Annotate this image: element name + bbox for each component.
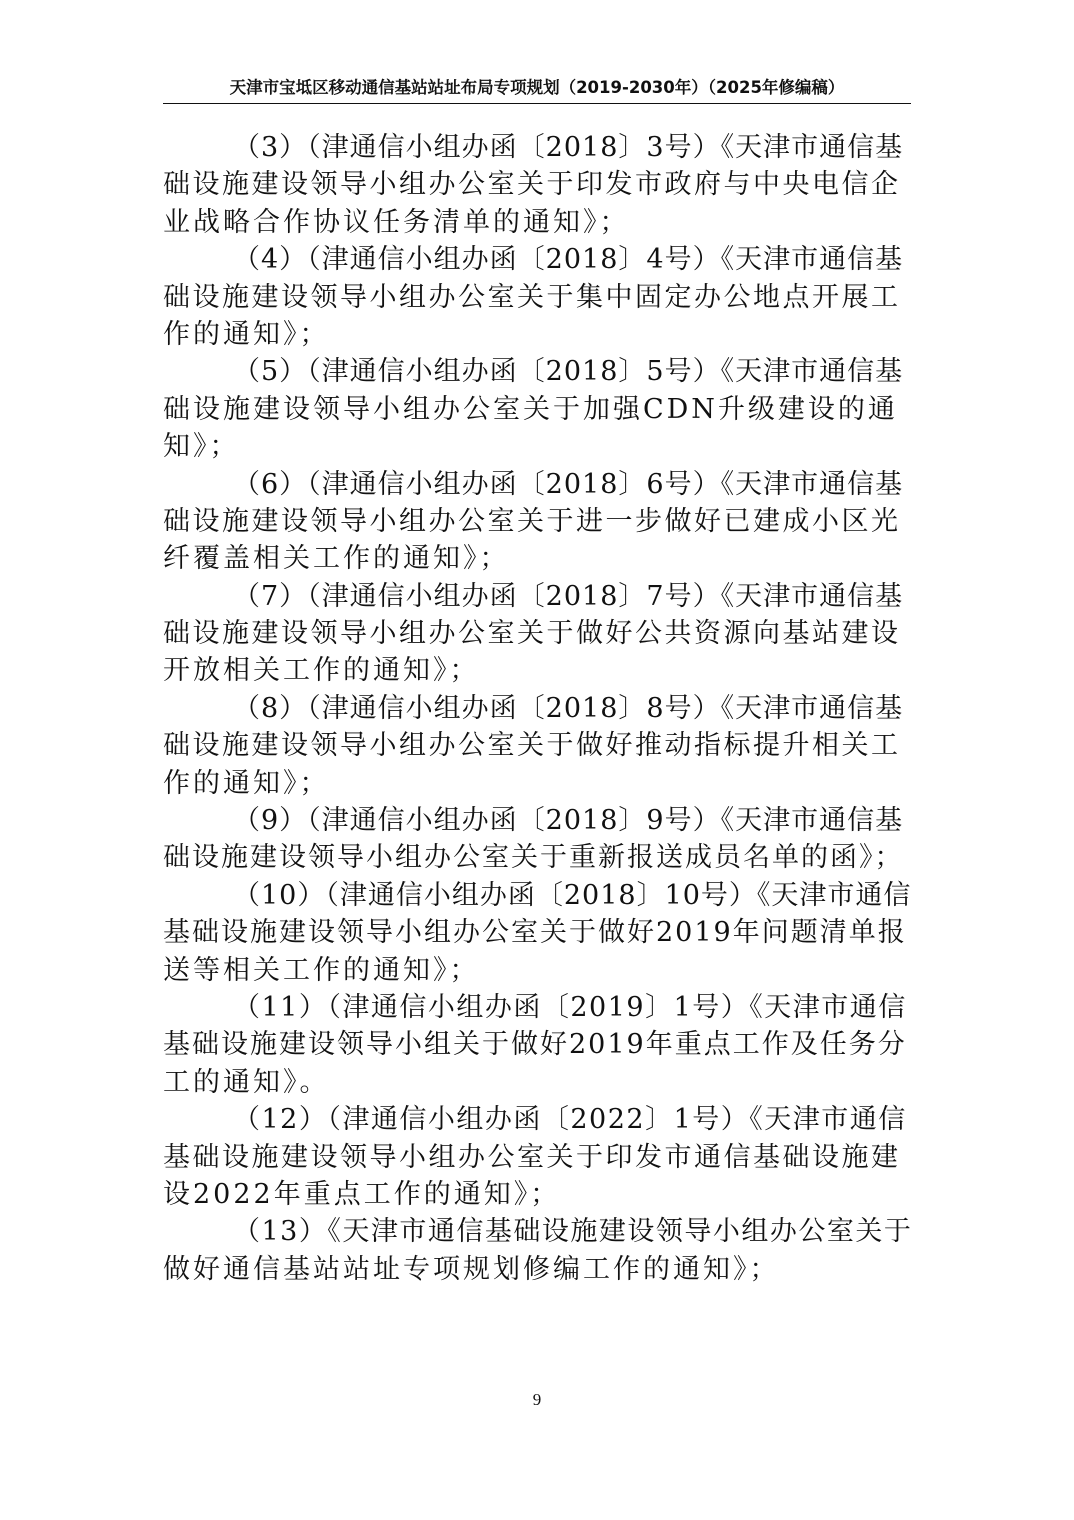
paragraph-line: 做好通信基站站址专项规划修编工作的通知》； [163, 1253, 780, 1285]
header-divider [163, 103, 911, 104]
document-body [163, 129, 911, 1288]
paragraph-line: 础设施建设领导小组办公室关于加强CDN升级建设的通 [163, 393, 898, 425]
paragraph-line: 知》； [163, 431, 240, 463]
paragraph-line: （13）《天津市通信基础设施建设领导小组办公室关于 [233, 1216, 913, 1248]
list-item [163, 353, 911, 465]
list-item [163, 877, 911, 989]
paragraph-line: 础设施建设领导小组办公室关于重新报送成员名单的函》； [163, 842, 904, 874]
paragraph-line: 设2022年重点工作的通知》； [163, 1178, 561, 1210]
paragraph-line: （11）（津通信小组办函〔2019〕1号）《天津市通信 [233, 991, 907, 1023]
paragraph-line: （5）（津通信小组办函〔2018〕5号）《天津市通信基 [233, 356, 904, 388]
paragraph-line: 作的通知》； [163, 767, 330, 799]
list-item [163, 690, 911, 802]
paragraph-line: （10）（津通信小组办函〔2018〕10号）《天津市通信 [233, 879, 912, 911]
paragraph-line: 开放相关工作的通知》； [163, 655, 480, 687]
paragraph-line: 础设施建设领导小组办公室关于进一步做好已建成小区光 [163, 505, 901, 537]
paragraph-line: 基础设施建设领导小组办公室关于做好2019年问题清单报 [163, 917, 907, 949]
paragraph-line: （4）（津通信小组办函〔2018〕4号）《天津市通信基 [233, 244, 904, 276]
paragraph-line: （6）（津通信小组办函〔2018〕6号）《天津市通信基 [233, 468, 904, 500]
paragraph-line: 础设施建设领导小组办公室关于做好公共资源向基站建设 [163, 618, 901, 650]
list-item [163, 802, 911, 877]
paragraph-line: 础设施建设领导小组办公室关于做好推动指标提升相关工 [163, 730, 901, 762]
paragraph-line: 础设施建设领导小组办公室关于印发市政府与中央电信企 [163, 169, 901, 201]
list-item [163, 578, 911, 690]
paragraph-line: 作的通知》； [163, 318, 330, 350]
paragraph-line: （3）（津通信小组办函〔2018〕3号）《天津市通信基 [233, 132, 904, 163]
list-item [163, 1101, 911, 1213]
paragraph-line: 纤覆盖相关工作的通知》； [163, 543, 510, 575]
list-item [163, 241, 911, 353]
page-number: 9 [532, 1390, 542, 1409]
list-item [163, 466, 911, 578]
page-header-title: 天津市宝坻区移动通信基站站址布局专项规划（2019-2030年）（2025年修编稿） [229, 78, 845, 97]
list-item [163, 129, 911, 241]
paragraph-line: 基础设施建设领导小组关于做好2019年重点工作及任务分 [163, 1029, 907, 1061]
list-item [163, 989, 911, 1101]
list-item [163, 1213, 911, 1288]
paragraph-line: 送等相关工作的通知》； [163, 954, 480, 986]
paragraph-line: （9）（津通信小组办函〔2018〕9号）《天津市通信基 [233, 805, 904, 837]
paragraph-line: 基础设施建设领导小组办公室关于印发市通信基础设施建 [163, 1141, 901, 1173]
paragraph-line: 业战略合作协议任务清单的通知》； [163, 206, 630, 238]
paragraph-line: 础设施建设领导小组办公室关于集中固定办公地点开展工 [163, 281, 901, 313]
paragraph-line: （12）（津通信小组办函〔2022〕1号）《天津市通信 [233, 1104, 907, 1136]
paragraph-line: 工的通知》。 [163, 1066, 330, 1098]
paragraph-line: （8）（津通信小组办函〔2018〕8号）《天津市通信基 [233, 692, 904, 724]
paragraph-line: （7）（津通信小组办函〔2018〕7号）《天津市通信基 [233, 580, 904, 612]
